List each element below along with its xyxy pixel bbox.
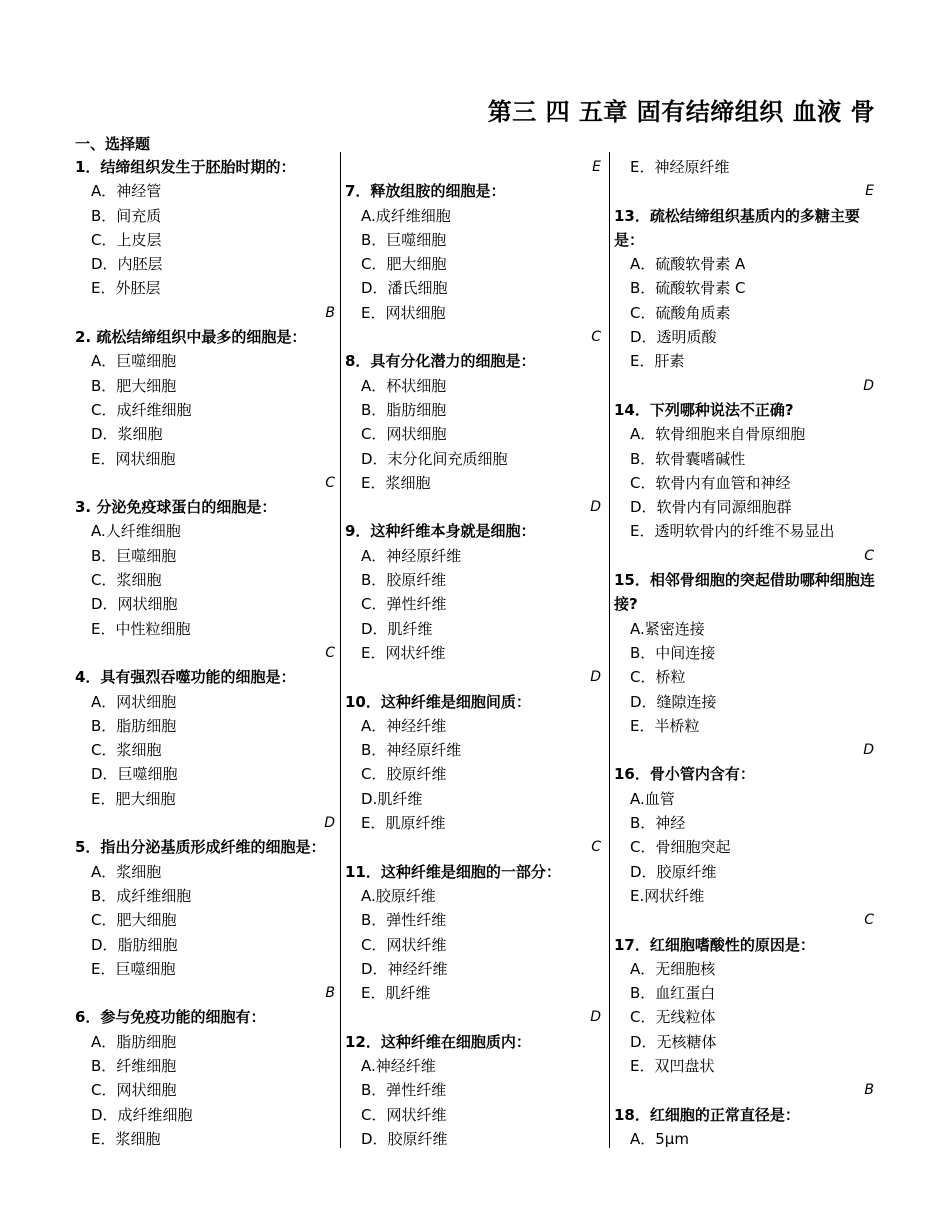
answer-option: A.紧密连接 — [630, 619, 705, 638]
answer-option: D.肌纤维 — [361, 789, 423, 808]
answer-option: B．纤维细胞 — [91, 1056, 177, 1075]
answer-option: A．网状细胞 — [91, 692, 177, 711]
answer-option: D．脂肪细胞 — [91, 935, 178, 954]
answer-option: E.网状纤维 — [630, 886, 705, 905]
answer-option: D．软骨内有同源细胞群 — [630, 498, 792, 517]
answer-option: E．中性粒细胞 — [91, 619, 191, 638]
answer-option: E．肌原纤维 — [361, 814, 446, 833]
answer-option: E．肌纤维 — [361, 984, 431, 1003]
answer-option: C．浆细胞 — [91, 571, 162, 590]
answer-key: D — [590, 669, 601, 686]
answer-option: B．肥大细胞 — [91, 376, 177, 395]
answer-key: D — [863, 377, 874, 394]
answer-key: C — [325, 474, 335, 491]
answer-option: B．硫酸软骨素 C — [630, 279, 746, 298]
answer-option: D．透明质酸 — [630, 328, 717, 347]
answer-option: A.成纤维细胞 — [361, 206, 451, 225]
answer-option: D．末分化间充质细胞 — [361, 449, 508, 468]
answer-key: C — [864, 547, 874, 564]
question-text: 2. 疏松结缔组织中最多的细胞是： — [75, 328, 307, 347]
answer-option: B．弹性纤维 — [361, 911, 447, 930]
answer-option: E．肝素 — [630, 352, 685, 371]
answer-option: E．透明软骨内的纤维不易显出 — [630, 522, 835, 541]
answer-option: D．胶原纤维 — [361, 1129, 448, 1148]
answer-option: B．血红蛋白 — [630, 984, 716, 1003]
answer-key: C — [591, 839, 601, 856]
question-text: 16．骨小管内含有： — [614, 765, 755, 784]
answer-option: A．神经原纤维 — [361, 546, 462, 565]
answer-key: B — [325, 985, 335, 1002]
answer-option: C．肥大细胞 — [361, 255, 447, 274]
answer-option: D．胶原纤维 — [630, 862, 717, 881]
question-text: 5．指出分泌基质形成纤维的细胞是： — [75, 838, 326, 857]
answer-option: D．潘氏细胞 — [361, 279, 448, 298]
question-text: 1．结缔组织发生于胚胎时期的： — [75, 158, 296, 176]
answer-option: C．网状纤维 — [361, 935, 447, 954]
question-column-2 — [345, 155, 603, 1151]
question-text: 11．这种纤维是细胞的一部分： — [345, 862, 561, 881]
answer-option: A.血管 — [630, 789, 675, 808]
answer-option: D．神经纤维 — [361, 959, 448, 978]
answer-option: E．浆细胞 — [361, 473, 431, 492]
answer-option: D．内胚层 — [91, 255, 163, 274]
answer-option: A．神经管 — [91, 182, 162, 201]
answer-option: E．外胚层 — [91, 279, 161, 298]
answer-key: D — [590, 1009, 601, 1026]
answer-option: A．神经纤维 — [361, 716, 447, 735]
answer-key: D — [590, 499, 601, 516]
answer-option: A．浆细胞 — [91, 862, 162, 881]
question-column-1 — [75, 155, 337, 1151]
question-text: 13．疏松结缔组织基质内的多糖主要是： — [614, 206, 860, 249]
question-text: 6．参与免疫功能的细胞有： — [75, 1008, 266, 1027]
answer-option: B．胶原纤维 — [361, 571, 447, 590]
answer-option: E．肥大细胞 — [91, 789, 176, 808]
answer-option: A．无细胞核 — [630, 959, 716, 978]
answer-option: E．网状细胞 — [91, 449, 176, 468]
answer-option: A．硫酸软骨素 A — [630, 255, 746, 274]
answer-option: B．成纤维细胞 — [91, 886, 192, 905]
answer-key: C — [325, 644, 335, 661]
answer-key: D — [324, 815, 335, 832]
answer-option: A.神经纤维 — [361, 1056, 436, 1075]
answer-option: A．杯状细胞 — [361, 376, 447, 395]
answer-option: C．肥大细胞 — [91, 911, 177, 930]
answer-key: B — [325, 304, 335, 321]
answer-option: D．巨噬细胞 — [91, 765, 178, 784]
answer-option: C．浆细胞 — [91, 741, 162, 760]
answer-option: B．神经原纤维 — [361, 741, 462, 760]
answer-option: C．软骨内有血管和神经 — [630, 473, 791, 492]
document-title: 第三 四 五章 固有结缔组织 血液 骨 — [487, 98, 875, 126]
answer-option: E．浆细胞 — [91, 1129, 161, 1148]
answer-option: B．脂肪细胞 — [361, 400, 447, 419]
answer-option: C．无线粒体 — [630, 1008, 716, 1027]
column-divider — [609, 152, 610, 1148]
question-text: 3. 分泌免疫球蛋白的细胞是： — [75, 498, 277, 517]
answer-option: C．成纤维细胞 — [91, 400, 192, 419]
question-column-3 — [614, 155, 876, 1151]
answer-option: B．间充质 — [91, 206, 162, 225]
answer-option: C．网状纤维 — [361, 1105, 447, 1124]
question-text: 15．相邻骨细胞的突起借助哪种细胞连接? — [614, 571, 875, 614]
column-divider — [340, 152, 341, 1148]
question-text: 8．具有分化潜力的细胞是： — [345, 352, 536, 371]
answer-option: B．软骨囊嗜碱性 — [630, 449, 746, 468]
answer-option: D．无核糖体 — [630, 1032, 717, 1051]
answer-option: B．神经 — [630, 814, 686, 833]
question-text: 10．这种纤维是细胞间质： — [345, 692, 531, 711]
answer-option: B．弹性纤维 — [361, 1081, 447, 1100]
answer-option: C．弹性纤维 — [361, 595, 447, 614]
answer-option: D．成纤维细胞 — [91, 1105, 193, 1124]
answer-option: A．5μm — [630, 1129, 689, 1148]
answer-option: C．桥粒 — [630, 668, 686, 687]
answer-option: E．双凹盘状 — [630, 1056, 715, 1075]
answer-option: D．缝隙连接 — [630, 692, 717, 711]
question-text: 4．具有强烈吞噬功能的细胞是： — [75, 668, 296, 687]
answer-option: E．网状细胞 — [361, 303, 446, 322]
answer-key: C — [591, 329, 601, 346]
answer-option: B．中间连接 — [630, 643, 716, 662]
answer-key: E — [592, 159, 601, 175]
answer-option: A.胶原纤维 — [361, 886, 436, 905]
answer-key: C — [864, 912, 874, 929]
section-heading: 一、选择题 — [75, 135, 151, 153]
question-text: 18．红细胞的正常直径是： — [614, 1105, 800, 1124]
answer-option: E．神经原纤维 — [630, 158, 730, 176]
answer-option: E．半桥粒 — [630, 716, 700, 735]
question-text: 9．这种纤维本身就是细胞： — [345, 522, 536, 541]
answer-option: C．网状细胞 — [91, 1081, 177, 1100]
question-text: 17．红细胞嗜酸性的原因是： — [614, 935, 815, 954]
answer-option: C．硫酸角质素 — [630, 303, 731, 322]
answer-option: B．脂肪细胞 — [91, 716, 177, 735]
answer-option: A．脂肪细胞 — [91, 1032, 177, 1051]
answer-option: A．巨噬细胞 — [91, 352, 177, 371]
answer-option: A.人纤维细胞 — [91, 522, 181, 541]
answer-option: D．肌纤维 — [361, 619, 433, 638]
answer-option: E．巨噬细胞 — [91, 959, 176, 978]
answer-key: D — [863, 742, 874, 759]
question-text: 12．这种纤维在细胞质内： — [345, 1032, 531, 1051]
answer-option: D．网状细胞 — [91, 595, 178, 614]
answer-option: D．浆细胞 — [91, 425, 163, 444]
answer-key: B — [864, 1082, 874, 1099]
answer-option: C．骨细胞突起 — [630, 838, 731, 857]
answer-option: C．胶原纤维 — [361, 765, 447, 784]
answer-option: C．网状细胞 — [361, 425, 447, 444]
answer-option: C．上皮层 — [91, 230, 162, 249]
question-text: 14．下列哪种说法不正确? — [614, 400, 794, 419]
answer-key: E — [865, 183, 874, 200]
answer-option: A．软骨细胞来自骨原细胞 — [630, 425, 806, 444]
question-text: 7．释放组胺的细胞是： — [345, 182, 506, 201]
answer-option: B．巨噬细胞 — [361, 230, 447, 249]
answer-option: E．网状纤维 — [361, 643, 446, 662]
answer-option: B．巨噬细胞 — [91, 546, 177, 565]
